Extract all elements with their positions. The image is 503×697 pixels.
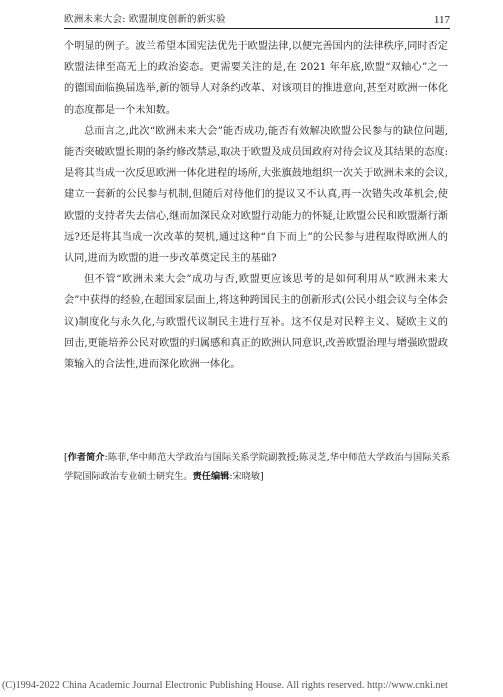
- author-bio-text: :陈菲,华中师范大学政治与国际关系学院副教授;陈灵芝,华中师范大学政治与国际关系学院国际政治专业硕士研究生。: [64, 452, 451, 482]
- page-number: 117: [433, 14, 450, 26]
- author-bio-label: 作者简介: [67, 452, 105, 463]
- editor-label: 责任编辑: [192, 471, 230, 482]
- running-title: 欧洲未来大会: 欧盟制度创新的新实验: [64, 14, 226, 25]
- author-bio: [64, 448, 450, 486]
- running-header: [64, 6, 450, 29]
- paragraph: 但不管“欧洲未来大会”成功与否,欧盟更应该思考的是如何利用从“欧洲未来大会”中获得的经验,在超国家层面上,将这种跨国民主的创新形式(公民小组会议与全体会议)制度化与永久化,与欧盟代议制民主进行互补。这不仅是对民粹主义、疑欧主义的回击,更能培养公民对欧盟的归属感和真正的欧洲认同意识,改善欧盟治理与增强欧盟政策输入的合法性,进而深化欧洲一体化。: [64, 274, 448, 371]
- bio-open-bracket: [: [64, 452, 68, 463]
- editor-name: :宋晓敏]: [229, 471, 264, 482]
- article-body: [64, 36, 448, 375]
- copyright-footer: (C)1994-2022 China Academic Journal Electronic Publishing House. All rights reserved. http://www.cnki.net: [2, 680, 448, 691]
- paragraph: 个明显的例子。波兰希望本国宪法优先于欧盟法律,以便完善国内的法律秩序,同时否定欧盟法律至高无上的政治姿态。更需要关注的是,在 2021 年年底,欧盟“双轴心”之一的德国面临换届选举,新的领导人对条约改革、对该项目的推进意向,甚至对欧洲一体化的态度都是一个未知数。: [64, 41, 448, 116]
- paragraph: 总而言之,此次“欧洲未来大会”能否成功,能否有效解决欧盟公民参与的缺位问题,能否突破欧盟长期的条约修改禁忌,取决于欧盟及成员国政府对待会议及其结果的态度:是将其当成一次反思欧洲一体化进程的场所,大张旗鼓地组织一次关于欧洲未来的会议,建立一套新的公民参与机制,但随后对待他们的提议又不认真,再一次错失改革机会,使欧盟的支持者失去信心,继而加深民众对欧盟行动能力的怀疑,让欧盟公民和欧盟渐行渐远?还是将其当成一次改革的契机,通过这种“自下而上”的公民参与进程取得欧洲人的认同,进而为欧盟的进一步改革奠定民主的基础?: [64, 125, 448, 265]
